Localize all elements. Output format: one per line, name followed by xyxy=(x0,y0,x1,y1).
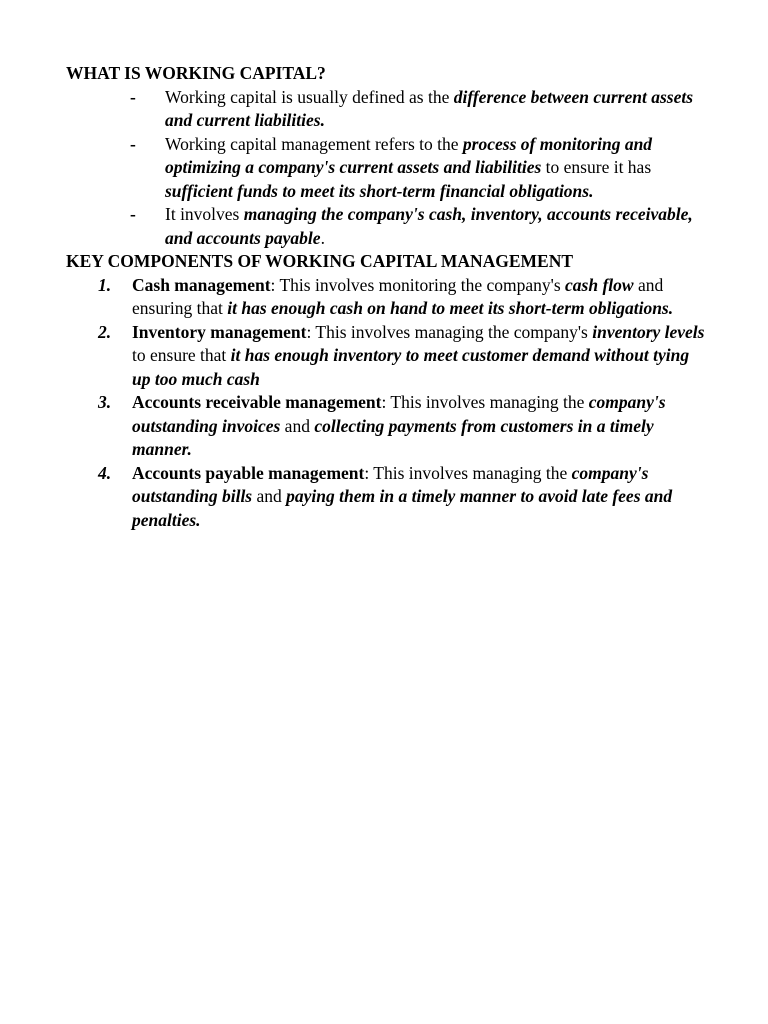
section-key-components xyxy=(66,250,708,532)
section-heading: WHAT IS WORKING CAPITAL? xyxy=(66,63,326,83)
emphasized-text: Accounts payable management xyxy=(132,462,365,483)
section-heading: KEY COMPONENTS OF WORKING CAPITAL MANAGEMENT xyxy=(66,251,574,271)
component-item xyxy=(66,462,708,533)
emphasized-text: cash flow xyxy=(565,274,634,295)
list-marker: 4. xyxy=(98,462,112,483)
body-text: Working capital management refers to the xyxy=(165,133,463,154)
body-text: Working capital is usually defined as the xyxy=(165,86,454,107)
body-text: : This involves managing the company's xyxy=(306,321,593,342)
component-item xyxy=(66,274,708,321)
definition-list xyxy=(66,86,708,251)
emphasized-text: difference between current assets and current liabilities. xyxy=(165,86,694,130)
component-item xyxy=(66,321,708,392)
emphasized-text: company's outstanding bills xyxy=(132,462,649,506)
body-text: to ensure it has xyxy=(541,157,652,177)
emphasized-text: Inventory management xyxy=(132,321,307,342)
emphasized-text: inventory levels xyxy=(592,321,705,342)
list-marker: - xyxy=(130,86,136,107)
emphasized-text: company's outstanding invoices xyxy=(132,392,666,436)
emphasized-text: it has enough cash on hand to meet its short-term obligations. xyxy=(227,298,674,318)
body-text: . xyxy=(320,227,325,248)
body-text: and xyxy=(252,486,287,506)
list-marker: 1. xyxy=(98,274,112,295)
list-marker: - xyxy=(130,204,136,224)
body-text: : This involves managing the xyxy=(364,462,572,483)
emphasized-text: it has enough inventory to meet customer demand without tying up too much cash xyxy=(132,345,690,389)
body-text: and ensuring that xyxy=(132,274,664,318)
emphasized-text: managing the company's cash, inventory, accounts receivable, and accounts payable xyxy=(165,204,693,248)
emphasized-text: Cash management xyxy=(132,274,271,295)
body-text: It involves xyxy=(165,204,244,224)
list-marker: 3. xyxy=(98,392,112,412)
section-what-is-working-capital xyxy=(66,62,708,250)
emphasized-text: sufficient funds to meet its short-term financial obligations. xyxy=(165,180,594,201)
emphasized-text: collecting payments from customers in a timely manner. xyxy=(132,415,654,459)
body-text: to ensure that xyxy=(132,345,231,365)
list-marker: - xyxy=(130,133,136,154)
body-text: and xyxy=(280,415,315,436)
definition-item xyxy=(66,86,708,133)
emphasized-text: process of monitoring and optimizing a company's current assets and liabilities xyxy=(165,133,653,177)
component-item xyxy=(66,391,708,462)
definition-item xyxy=(66,133,708,204)
body-text: : This involves monitoring the company's xyxy=(270,274,566,295)
components-list xyxy=(66,274,708,533)
emphasized-text: paying them in a timely manner to avoid late fees and penalties. xyxy=(132,486,673,530)
emphasized-text: Accounts receivable management xyxy=(132,392,382,412)
body-text: : This involves managing the xyxy=(381,392,589,412)
definition-item xyxy=(66,203,708,250)
list-marker: 2. xyxy=(98,321,112,342)
